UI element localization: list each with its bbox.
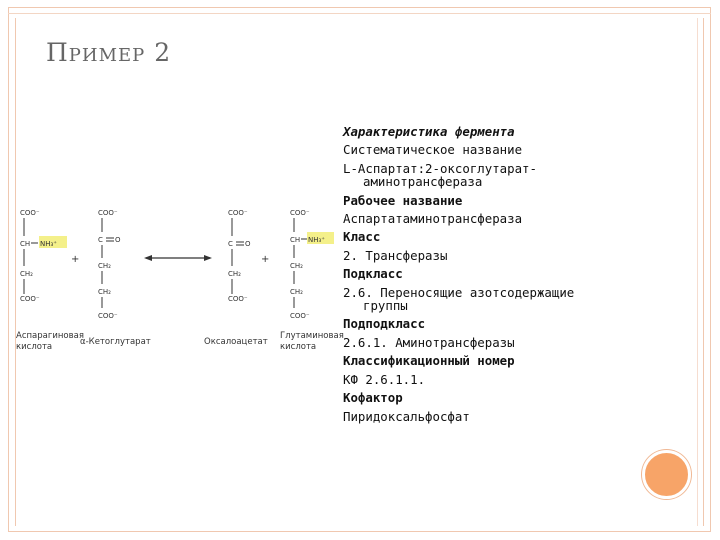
slide-title: Пример 2 xyxy=(46,38,172,67)
atom-label: COO⁻ xyxy=(290,312,310,320)
right-rule-inner xyxy=(697,18,698,526)
atom-label: CH₂ xyxy=(290,288,303,296)
info-text: Характеристика фермента xyxy=(343,124,515,139)
atom-label: O xyxy=(245,240,251,248)
double-arrow xyxy=(144,255,212,261)
atom-label: COO⁻ xyxy=(20,295,40,303)
arrow-head-right xyxy=(204,255,212,261)
atom-label: CH₂ xyxy=(98,262,111,270)
atom-label: COO⁻ xyxy=(98,209,118,217)
arrow-head-left xyxy=(144,255,152,261)
info-text: Рабочее название xyxy=(343,192,463,208)
compound-name: Глутаминовая xyxy=(280,331,344,341)
info-value xyxy=(343,144,673,156)
info-text: Аспартатаминотрансфераза xyxy=(343,211,523,227)
info-heading xyxy=(343,231,673,243)
atom-label: COO⁻ xyxy=(98,312,118,320)
compound-oxaloacetate xyxy=(204,209,268,347)
info-text: Класс xyxy=(343,229,381,245)
info-value xyxy=(343,408,673,424)
atom-label: NH₃⁺ xyxy=(40,240,58,248)
info-heading xyxy=(343,126,673,138)
atom-label: COO⁻ xyxy=(228,209,248,217)
info-heading xyxy=(343,268,673,280)
compound-ketoglutarate xyxy=(80,209,151,347)
info-text: Подподкласс xyxy=(343,316,426,332)
atom-label: CH xyxy=(290,236,301,244)
atom-label: CH₂ xyxy=(228,270,241,278)
info-heading xyxy=(343,392,673,404)
info-text-continuation: группы xyxy=(363,298,408,314)
info-heading xyxy=(343,318,673,330)
compound-name: α-Кетоглутарат xyxy=(80,337,151,347)
info-text: Кофактор xyxy=(343,390,403,406)
atom-label: COO⁻ xyxy=(228,295,248,303)
atom-label: C xyxy=(228,240,233,248)
info-text: Пиридоксальфосфат xyxy=(343,408,470,424)
info-value xyxy=(343,371,673,387)
frame-top-line xyxy=(8,13,711,14)
info-heading xyxy=(343,355,673,367)
right-rule xyxy=(703,18,704,526)
info-value xyxy=(343,213,673,225)
atom-label: O xyxy=(115,236,121,244)
compound-name: кислота xyxy=(280,342,317,352)
compound-name: Оксалоацетат xyxy=(204,337,268,347)
atom-label: COO⁻ xyxy=(20,209,40,217)
atom-label: CH xyxy=(20,240,31,248)
plus-sign: + xyxy=(261,254,270,265)
info-text: Подкласс xyxy=(343,266,403,282)
compound-name: кислота xyxy=(16,342,53,352)
info-text-continuation: аминотрансфераза xyxy=(363,174,483,190)
info-value xyxy=(343,334,673,350)
atom-label: COO⁻ xyxy=(290,209,310,217)
info-text: 2.6. Переносящие азотсодержащие xyxy=(343,284,575,300)
atom-label: NH₃⁺ xyxy=(308,236,326,244)
plus-sign: + xyxy=(71,254,80,265)
atom-label: C xyxy=(98,236,103,244)
info-text: КФ 2.6.1.1. xyxy=(343,371,426,387)
info-value xyxy=(343,160,673,190)
info-value xyxy=(343,284,673,314)
reaction-scheme xyxy=(14,200,344,360)
info-text: 2. Трансферазы xyxy=(343,247,448,263)
decorative-circle xyxy=(642,450,691,499)
info-heading xyxy=(343,192,673,208)
info-value xyxy=(343,247,673,263)
info-text: L-Аспартат:2-оксоглутарат- xyxy=(343,160,537,176)
atom-label: CH₂ xyxy=(20,270,33,278)
atom-label: CH₂ xyxy=(290,262,303,270)
info-text: Систематическое название xyxy=(343,142,523,158)
atom-label: CH₂ xyxy=(98,288,111,296)
enzyme-info xyxy=(343,126,673,429)
compound-name: Аспарагиновая xyxy=(16,331,84,341)
compound-aspartate xyxy=(16,209,84,352)
info-text: Классификационный номер xyxy=(343,353,515,369)
info-text: 2.6.1. Аминотрансферазы xyxy=(343,334,515,350)
